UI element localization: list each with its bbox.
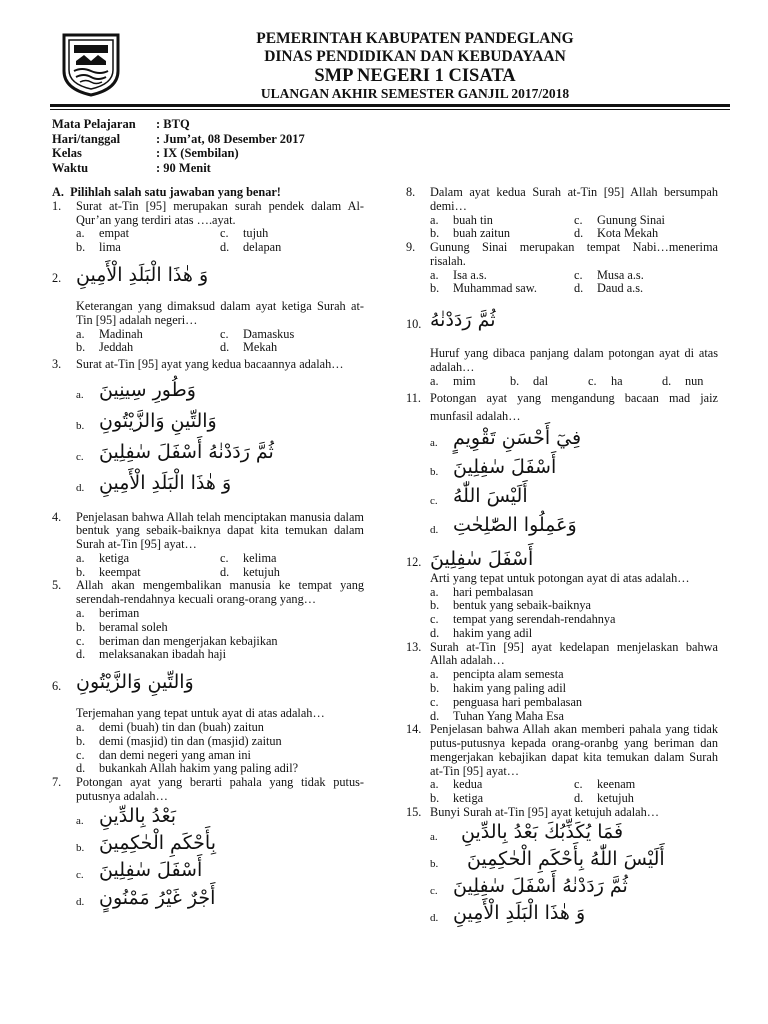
option: c. kelima (220, 550, 277, 565)
option: a. mim (430, 373, 476, 388)
option: b. ketiga (430, 791, 484, 806)
option: a. kedua (430, 777, 483, 792)
question-11: 11. Potongan ayat yang mengandung bacaan mad jaiz munfasil adalah… (406, 390, 718, 424)
option: a. فَمَا يُكَذِّبُكَ بَعْدُ بِالدِّينِ (430, 820, 624, 843)
options-9 (406, 269, 718, 297)
header-rule-thick (50, 104, 730, 107)
options-1 (52, 227, 364, 255)
option: b. bentuk yang sebaik-baiknya (430, 598, 591, 613)
option: c. tujuh (220, 226, 269, 241)
option: b. أَسْفَلَ سٰفِلِينَ (430, 455, 557, 478)
arabic-verse: وَ هٰذَا الْبَلَدِ الْأَمِينِ (76, 263, 209, 286)
question-12: Arti yang tepat untuk potongan ayat di atas adalah… (430, 570, 690, 585)
option: d. وَ هٰذَا الْبَلَدِ الْأَمِينِ (76, 472, 232, 495)
option: a. وَطُورِ سِينِينَ (76, 378, 196, 401)
question-2-verse: 2. وَ هٰذَا الْبَلَدِ الْأَمِينِ (52, 263, 209, 286)
info-row: Mata Pelajaran : BTQ (52, 117, 190, 131)
option: d. وَ هٰذَا الْبَلَدِ الْأَمِينِ (430, 902, 586, 925)
header-office: DINAS PENDIDIKAN DAN KEBUDAYAAN (264, 48, 566, 65)
option: b. beramal soleh (76, 619, 168, 634)
exam-info (52, 117, 305, 175)
header-rule-thin (50, 109, 730, 110)
option: c. ثُمَّ رَدَدْنٰهُ أَسْفَلَ سٰفِلِينَ (430, 875, 628, 898)
option: a. hari pembalasan (430, 584, 534, 599)
option: d. bukankah Allah hakim yang paling adil? (76, 761, 299, 776)
option: b. hakim yang paling adil (430, 681, 567, 696)
arabic-verse: وَالتِّينِ وَالزَّيْتُونِ (76, 671, 194, 694)
question-13: 13. Surah at-Tin [95] ayat kedelapan menjelaskan bahwa Allah adalah… (406, 639, 718, 668)
option: b. أَلَيْسَ اللّٰهُ بِأَحْكَمِ الْحٰكِمِينَ (430, 847, 665, 870)
question-1: 1. Surat at-Tin [95] merupakan surah pendek dalam Al-Qur’an yang terdiri atas ….ayat. (52, 198, 364, 227)
options-6 (52, 721, 364, 776)
arabic-verse: أَسْفَلَ سٰفِلِينَ (430, 547, 534, 570)
option: d. nun (662, 373, 704, 388)
option: a. Isa a.s. (430, 267, 487, 282)
option: c. ثُمَّ رَدَدْنٰهُ أَسْفَلَ سٰفِلِينَ (76, 441, 274, 464)
header-exam-title: ULANGAN AKHIR SEMESTER GANJIL 2017/2018 (260, 86, 570, 101)
option: d. Kota Mekah (574, 226, 659, 241)
options-13 (406, 668, 718, 723)
question-12-verse: 12. أَسْفَلَ سٰفِلِينَ (406, 547, 534, 570)
question-8: 8. Dalam ayat kedua Surah at-Tin [95] Allah bersumpah demi… (406, 185, 718, 213)
option: a. بَعْدُ بِالدِّينِ (76, 804, 177, 827)
left-column (52, 186, 364, 909)
option: c. أَلَيْسَ اللّٰهُ (430, 485, 528, 508)
info-row: Hari/tanggal : Jum’at, 08 Desember 2017 (52, 131, 305, 146)
option: a. beriman (76, 606, 140, 621)
options-4 (52, 552, 364, 580)
question-4: 4. Penjelasan bahwa Allah telah menciptakan manusia dalam bentuk yang sebaik-baiknya dapat kita temukan dalam Surah at-Tin [95] ayat… (52, 509, 364, 552)
option: c. beriman dan mengerjakan kebajikan (76, 633, 278, 648)
option: d. Daud a.s. (574, 281, 644, 296)
option: d. ketujuh (574, 791, 634, 806)
question-15: 15. Bunyi Surah at-Tin [95] ayat ketujuh adalah… (406, 804, 660, 819)
option: a. Madinah (76, 326, 143, 341)
options-8 (406, 214, 718, 242)
option: a. empat (76, 226, 130, 241)
option: d. melaksanakan ibadah haji (76, 647, 227, 662)
header-government: PEMERINTAH KABUPATEN PANDEGLANG (256, 30, 574, 47)
option: d. Tuhan Yang Maha Esa (430, 708, 564, 723)
option: c. tempat yang serendah-rendahnya (430, 612, 616, 627)
option: c. Musa a.s. (574, 267, 644, 282)
option: c. Gunung Sinai (574, 212, 665, 227)
option: c. keenam (574, 777, 636, 792)
question-14: 14. Penjelasan bahwa Allah akan memberi pahala yang tidak putus-putusnya kepada orang-oranbg yang beriman dan mengerjakan kebajikan dapat kita temukan dalam Surah at-Tin [95] ayat… (406, 722, 718, 778)
options-2 (52, 328, 364, 356)
option: a. ketiga (76, 550, 130, 565)
option: d. hakim yang adil (430, 625, 533, 640)
option: c. أَسْفَلَ سٰفِلِينَ (76, 859, 203, 882)
options-5 (52, 607, 364, 662)
right-column (406, 186, 718, 925)
option: d. وَعَمِلُوا الصّٰلِحٰتِ (430, 514, 577, 537)
question-9: 9. Gunung Sinai merupakan tempat Nabi…menerima risalah. (406, 240, 718, 268)
option: b. Muhammad saw. (430, 281, 537, 296)
option: b. keempat (76, 564, 141, 579)
header-school: SMP NEGERI 1 CISATA (314, 66, 516, 86)
option: c. Damaskus (220, 326, 295, 341)
option: d. delapan (220, 240, 282, 255)
option: c. dan demi negeri yang aman ini (76, 747, 251, 762)
question-6-verse: 6. وَالتِّينِ وَالزَّيْتُونِ (52, 671, 194, 694)
option: d. ketujuh (220, 564, 280, 579)
options-10 (406, 375, 718, 389)
option: a. buah tin (430, 212, 493, 227)
section-instruction: A. Pilihlah salah satu jawaban yang benar! (52, 185, 281, 199)
question-2: Keterangan yang dimaksud dalam ayat ketiga Surah at-Tin [95] adalah negeri… (76, 299, 364, 327)
option: d. Mekah (220, 340, 278, 355)
question-10: Huruf yang dibaca panjang dalam potongan ayat di atas adalah… (430, 346, 718, 375)
info-row: Waktu : 90 Menit (52, 160, 211, 175)
question-6: Terjemahan yang tepat untuk ayat di atas adalah… (76, 706, 325, 721)
option: b. dal (510, 373, 549, 388)
option: a. pencipta alam semesta (430, 667, 564, 682)
question-10-verse: 10. ثُمَّ رَدَدْنٰهُ (406, 309, 496, 332)
options-12 (406, 586, 718, 641)
option: c. penguasa hari pembalasan (430, 694, 583, 709)
option: d. أَجْرٌ غَيْرُ مَمْنُونٍ (76, 886, 216, 909)
option: b. بِأَحْكَمِ الْحٰكِمِينَ (76, 831, 217, 854)
option: b. lima (76, 240, 121, 255)
option: b. buah zaitun (430, 226, 511, 241)
option: c. ha (588, 373, 623, 388)
question-7: 7. Potongan ayat yang berarti pahala yang tidak putus-putusnya adalah… (52, 775, 364, 803)
option: b. demi (masjid) tin dan (masjid) zaitun (76, 733, 282, 748)
option: b. وَالتِّينِ وَالزَّيْتُونِ (76, 409, 217, 432)
info-row: Kelas : IX (Sembilan) (52, 146, 239, 160)
question-5: 5. Allah akan mengembalikan manusia ke tempat yang serendah-rendahnya kecuali orang-orang yang… (52, 578, 364, 607)
arabic-verse: ثُمَّ رَدَدْنٰهُ (430, 309, 496, 332)
options-14 (406, 778, 718, 806)
option: a. demi (buah) tin dan (buah) zaitun (76, 720, 264, 735)
option: a. فِيٓ أَحْسَنِ تَقْوِيمٍ (430, 426, 582, 449)
regency-emblem-icon (60, 31, 122, 97)
option: b. Jeddah (76, 340, 134, 355)
question-3: 3. Surat at-Tin [95] ayat yang kedua bacaannya adalah… (52, 357, 344, 372)
